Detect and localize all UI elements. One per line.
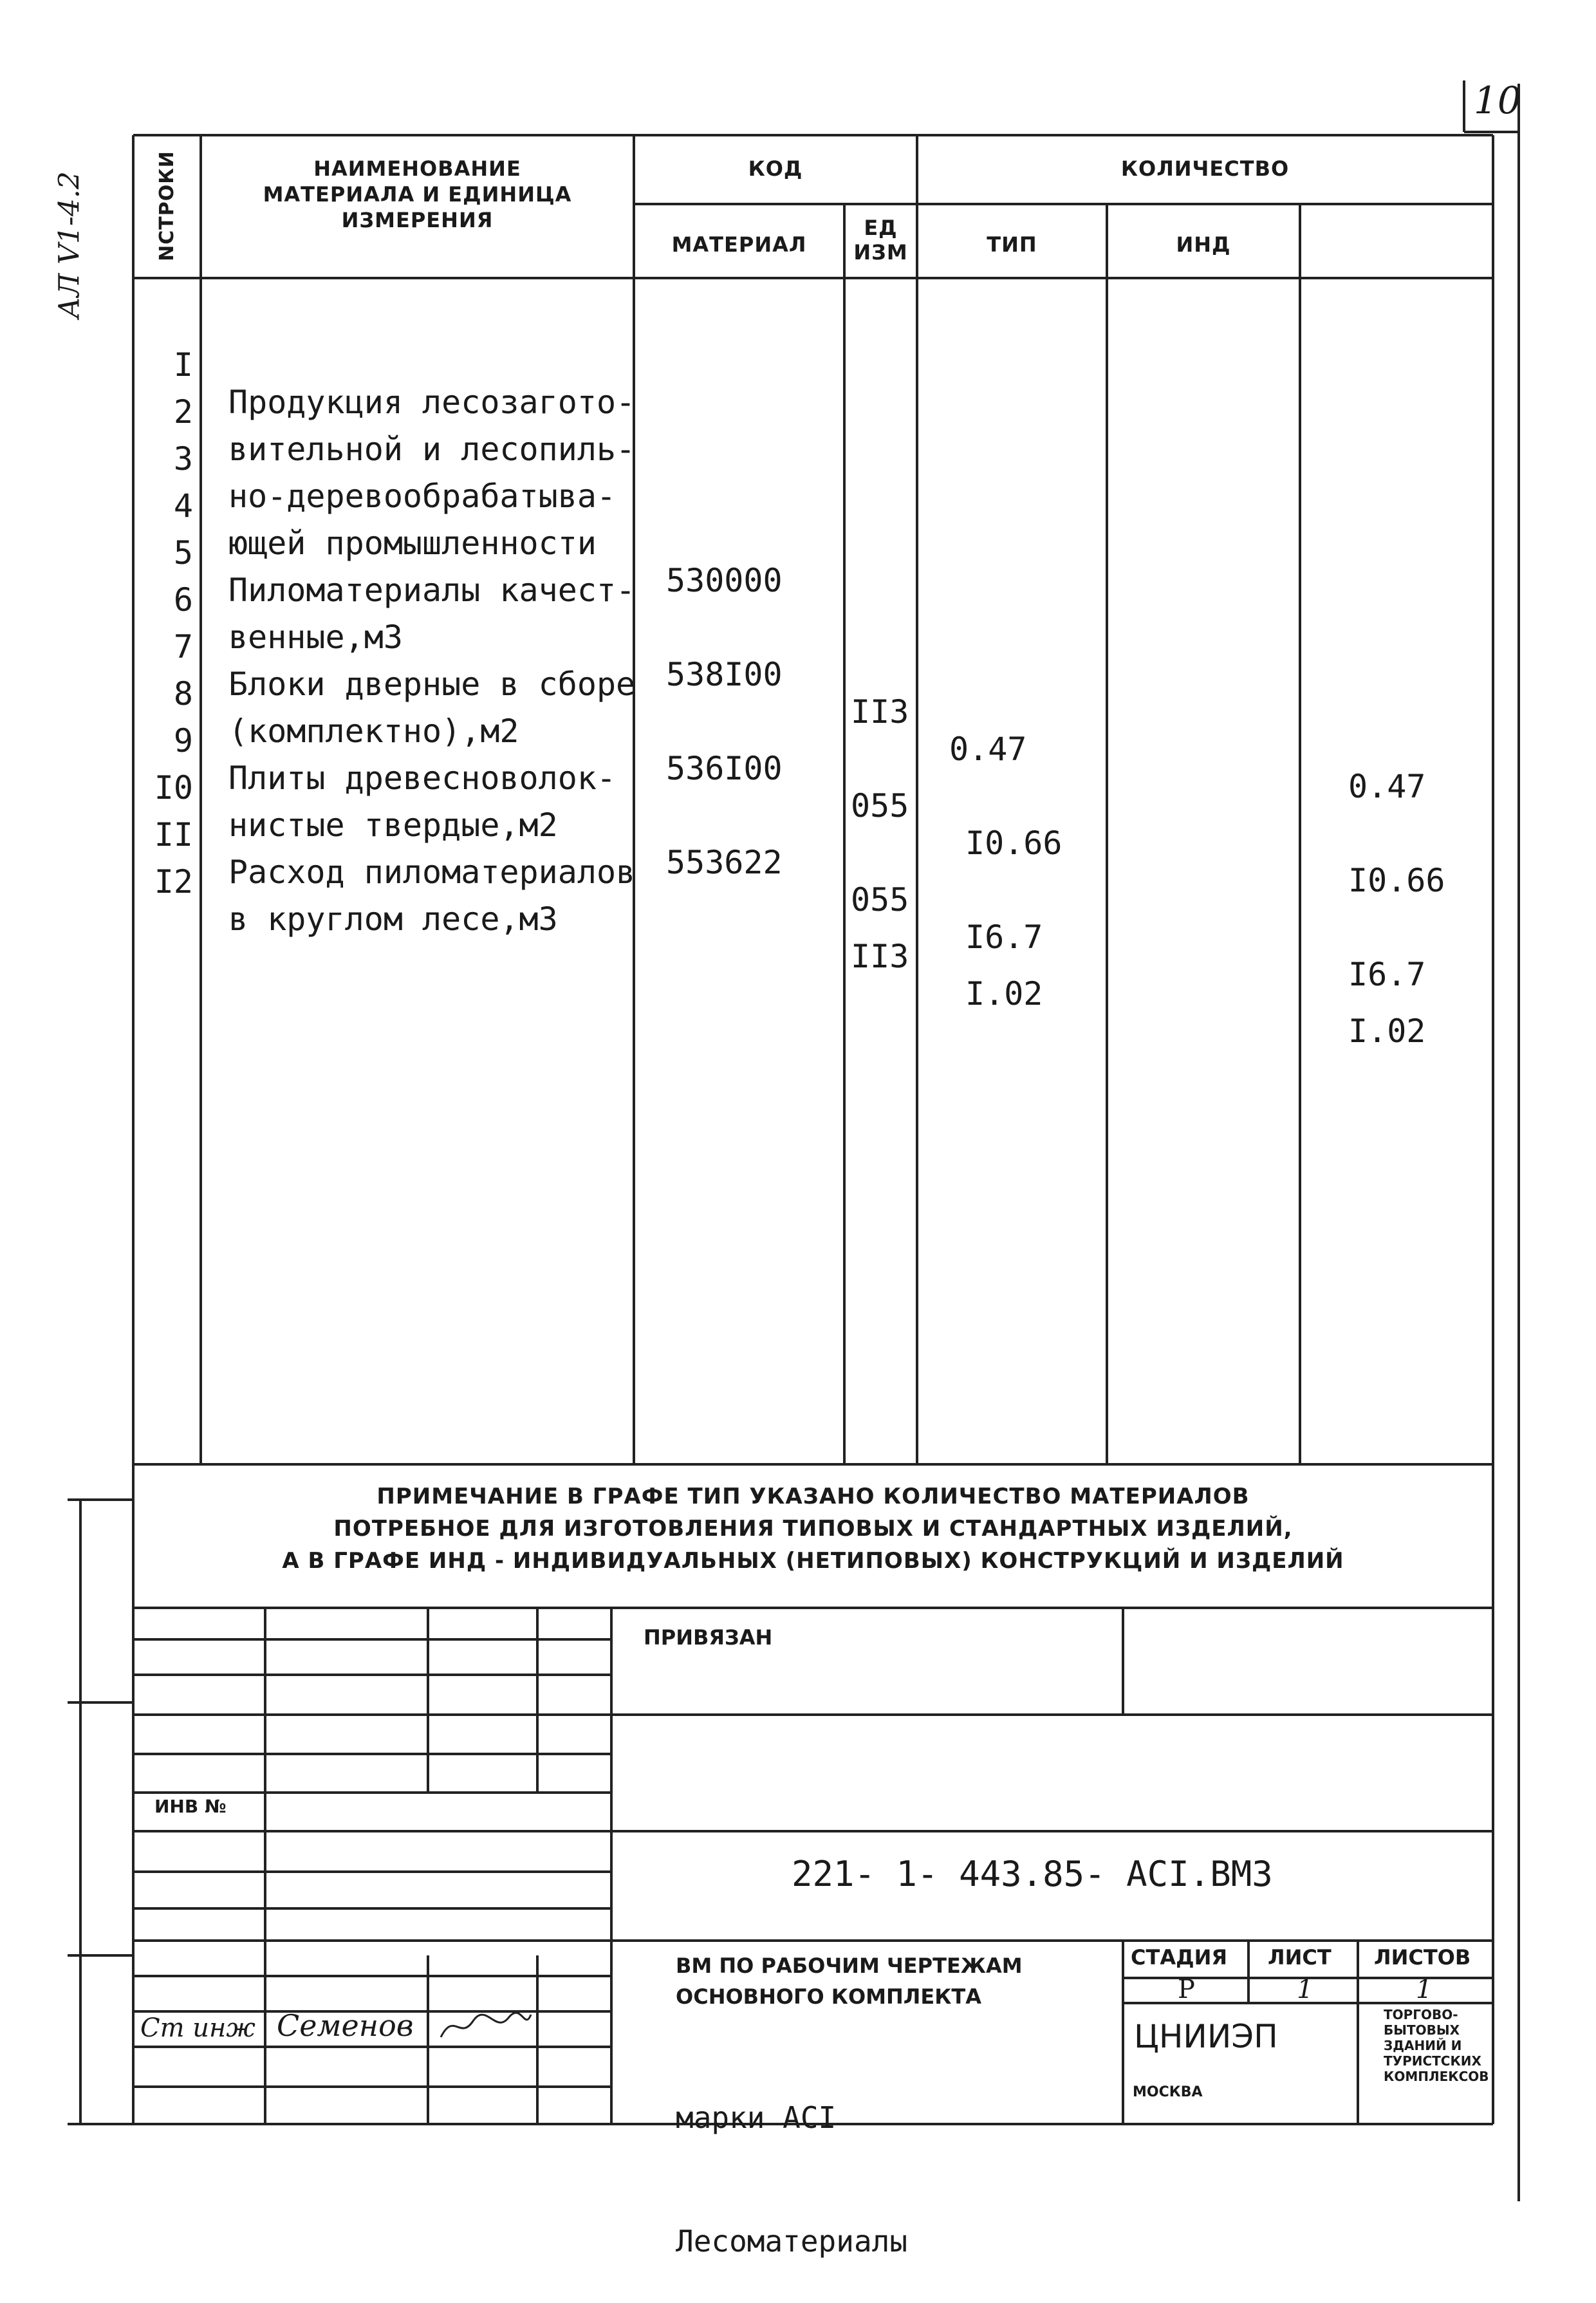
stamp-title2-line-1: марки АСI — [676, 2100, 837, 2135]
row-name: Плиты древесноволок- — [228, 760, 617, 797]
row-code: 538I00 — [666, 656, 783, 693]
person-name: Семенов — [277, 2008, 414, 2043]
row-type: I6.7 — [965, 918, 1043, 956]
dept-line-4: ТУРИСТСКИХ — [1384, 2053, 1481, 2069]
row-number: I0 — [154, 769, 193, 807]
row-number: 6 — [173, 581, 193, 619]
row-name: Расход пиломатериалов — [228, 853, 636, 891]
header-unit-line-2: ИЗМ — [853, 240, 908, 265]
sheet-value: 1 — [1297, 1975, 1313, 2004]
row-unit: II3 — [851, 938, 909, 975]
header-ind: ИНД — [1176, 232, 1231, 257]
note — [133, 1480, 1493, 1577]
header-row-number: NСТРОКИ — [156, 151, 178, 261]
row-name: Пиломатериалы качест- — [228, 572, 636, 609]
row-name: нистые твердые,м2 — [228, 807, 558, 844]
inv-label: ИНВ № — [154, 1796, 227, 1817]
row-type: I0.66 — [965, 825, 1062, 862]
row-number: I2 — [154, 863, 193, 900]
row-name: (комплектно),м2 — [228, 713, 519, 750]
row-unit: 055 — [851, 787, 909, 825]
dept-line-5: КОМПЛЕКСОВ — [1384, 2069, 1489, 2084]
row-number: 5 — [173, 534, 193, 572]
row-code: 530000 — [666, 562, 783, 599]
signature-scribble — [438, 2008, 534, 2047]
dept-line-1: ТОРГОВО- — [1384, 2007, 1458, 2022]
org-city: МОСКВА — [1133, 2084, 1203, 2100]
header-name-line-3: ИЗМЕРЕНИЯ — [341, 208, 494, 232]
header-quantity: КОЛИЧЕСТВО — [1120, 156, 1290, 181]
row-number: II — [154, 816, 193, 853]
document-code: 221- 1- 443.85- АСI.ВМ3 — [792, 1854, 1273, 1894]
row-name: но-деревообрабатыва- — [228, 478, 617, 515]
row-code: 553622 — [666, 844, 783, 881]
row-code: 536I00 — [666, 750, 783, 787]
row-total: I.02 — [1348, 1012, 1426, 1050]
row-total: I6.7 — [1348, 956, 1426, 993]
row-name: в круглом лесе,м3 — [228, 900, 558, 938]
sheets-label: ЛИСТОВ — [1374, 1945, 1471, 1970]
row-total: 0.47 — [1348, 768, 1426, 805]
stamp-title-2 — [676, 2015, 907, 2303]
row-number: 8 — [173, 675, 193, 713]
header-unit-line-1: ЕД — [864, 216, 898, 240]
dept-line-3: ЗДАНИЙ И — [1384, 2038, 1462, 2053]
row-number: 4 — [173, 487, 193, 525]
header-unit — [844, 216, 917, 265]
side-mark: АЛ V1-4.2 — [53, 171, 86, 319]
header-name-line-2: МАТЕРИАЛА И ЕДИНИЦА — [263, 182, 572, 207]
row-number: I — [173, 346, 193, 384]
sheet-label: ЛИСТ — [1268, 1945, 1332, 1970]
bound-label: ПРИВЯЗАН — [644, 1625, 773, 1650]
row-number: 2 — [173, 393, 193, 431]
stage-label: СТАДИЯ — [1131, 1945, 1227, 1970]
org-department — [1384, 2007, 1489, 2084]
sheets-value: 1 — [1416, 1975, 1433, 2004]
stamp-title-line-2: ОСНОВНОГО КОМПЛЕКТА — [676, 1984, 981, 2009]
row-number: 3 — [173, 440, 193, 478]
header-type: ТИП — [987, 232, 1037, 257]
header-material: МАТЕРИАЛ — [671, 232, 807, 257]
note-line-1: ПРИМЕЧАНИЕ В ГРАФЕ ТИП УКАЗАНО КОЛИЧЕСТВО МАТЕРИАЛОВ — [376, 1484, 1250, 1509]
row-number: 9 — [173, 722, 193, 760]
row-name: ющей промышленности — [228, 525, 597, 562]
note-line-3: А В ГРАФЕ ИНД - ИНДИВИДУАЛЬНЫХ (НЕТИПОВЫХ) КОНСТРУКЦИЙ И ИЗДЕЛИЙ — [282, 1548, 1344, 1574]
page-number: 10 — [1474, 79, 1521, 122]
org-name: ЦНИИЭП — [1134, 2018, 1278, 2055]
row-type: 0.47 — [949, 731, 1027, 768]
dept-line-2: БЫТОВЫХ — [1384, 2022, 1460, 2038]
row-name: вительной и лесопиль- — [228, 431, 636, 468]
role: Ст инж — [140, 2013, 255, 2043]
row-unit: II3 — [851, 693, 909, 731]
row-type: I.02 — [965, 975, 1043, 1012]
stage-value: Р — [1178, 1975, 1195, 2004]
signature — [438, 2008, 534, 2049]
note-line-2: ПОТРЕБНОЕ ДЛЯ ИЗГОТОВЛЕНИЯ ТИПОВЫХ И СТАНДАРТНЫХ ИЗДЕЛИЙ, — [333, 1516, 1293, 1542]
header-name-line-1: НАИМЕНОВАНИЕ — [313, 156, 521, 181]
row-name: Блоки дверные в сборе — [228, 666, 636, 703]
header-name — [201, 156, 634, 233]
row-total: I0.66 — [1348, 862, 1445, 899]
row-name: Продукция лесозагото- — [228, 384, 636, 421]
stamp-title — [676, 1950, 1023, 2012]
row-unit: 055 — [851, 881, 909, 918]
row-number: 7 — [173, 628, 193, 666]
stamp-title-line-1: ВМ ПО РАБОЧИМ ЧЕРТЕЖАМ — [676, 1953, 1023, 1978]
row-name: венные,м3 — [228, 619, 403, 656]
header-code: КОД — [748, 156, 803, 181]
stamp-title2-line-2: Лесоматериалы — [676, 2224, 908, 2259]
